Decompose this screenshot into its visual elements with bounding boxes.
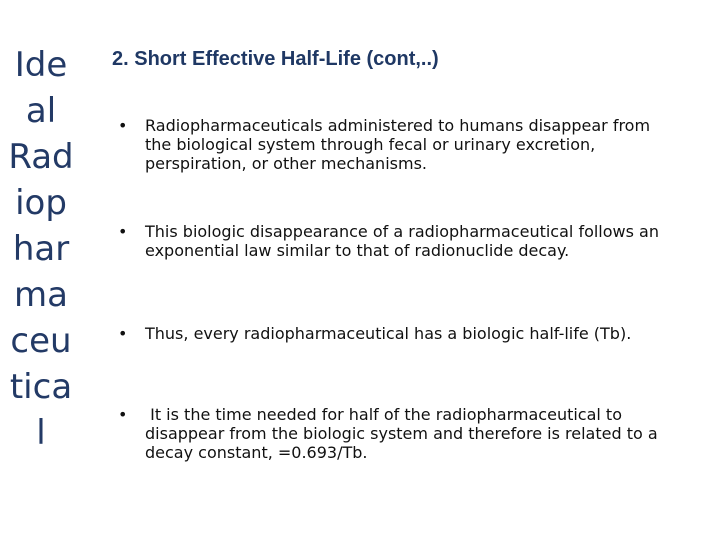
side-title-line: l	[36, 413, 46, 453]
bullet-marker: •	[118, 116, 128, 135]
bullet-marker: •	[118, 405, 128, 424]
side-title-line: har	[12, 229, 70, 269]
side-title-line: al	[25, 91, 57, 131]
side-title-line: tica	[9, 367, 73, 407]
side-title-line: Ide	[14, 45, 68, 85]
section-heading: 2. Short Effective Half-Life (cont,..)	[112, 48, 439, 70]
bullet-text: This biologic disappearance of a radiopharmaceutical follows an exponential law similar to that of radionuclide decay.	[145, 222, 665, 260]
bullet-marker: •	[118, 324, 128, 343]
side-title-line: ma	[14, 275, 68, 315]
bullet-text: Thus, every radiopharmaceutical has a biologic half-life (Tb).	[145, 324, 632, 343]
vertical-slide-title	[0, 42, 82, 456]
side-title-line: iop	[15, 183, 67, 223]
side-title-line: Rad	[8, 137, 74, 177]
bullet-marker: •	[118, 222, 128, 241]
bullet-text: It is the time needed for half of the radiopharmaceutical to disappear from the biologic system and therefore is related to a decay constant, =0.693/Tb.	[145, 405, 663, 462]
side-title-line: ceu	[10, 321, 72, 361]
bullet-text: Radiopharmaceuticals administered to humans disappear from the biological system through fecal or urinary excretion, perspiration, or other mechanisms.	[145, 116, 656, 173]
